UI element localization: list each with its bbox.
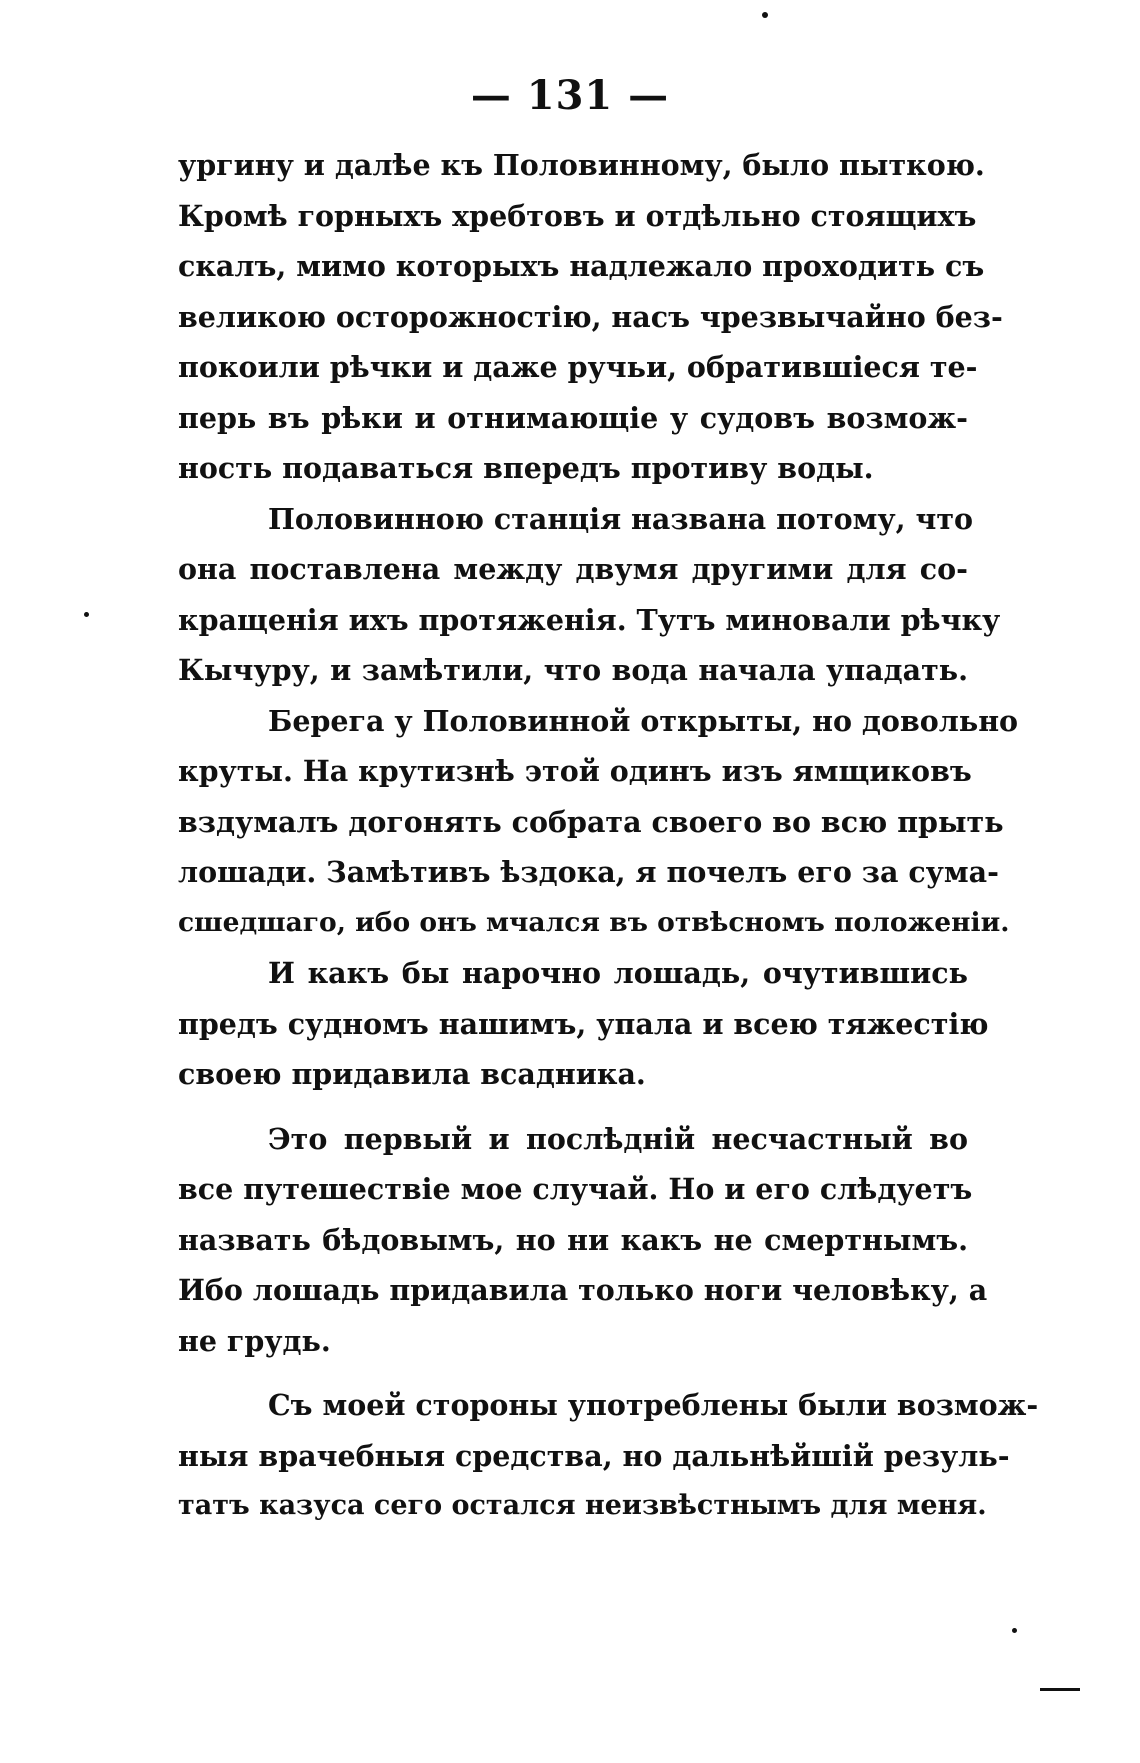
text-line: Берега у Половинной открыты, но довольно	[268, 703, 1019, 738]
text-line: татъ казуса сего остался неизвѣстнымъ для меня.	[178, 1490, 987, 1521]
scan-speck	[1012, 1628, 1017, 1633]
body-text	[178, 140, 1039, 1532]
text-line: она поставлена между двумя другими для со-	[178, 552, 968, 586]
paragraph-gap	[178, 1100, 968, 1114]
text-line: кращенія ихъ протяженія. Тутъ миновали рѣчку	[178, 602, 1001, 637]
text-line: сшедшаго, ибо онъ мчался въ отвѣсномъ положеніи.	[178, 906, 1010, 938]
text-line: вздумалъ догонять собрата своего во всю прыть	[178, 804, 1004, 839]
text-line: скалъ, мимо которыхъ надлежало проходить съ	[178, 249, 985, 283]
scan-speck	[762, 12, 768, 18]
text-line: предъ судномъ нашимъ, упала и всею тяжестію	[178, 1006, 989, 1041]
text-line: ныя врачебныя средства, но дальнѣйшій резуль-	[178, 1438, 1010, 1473]
text-line: ургину и далѣе къ Половинному, было пыткою.	[178, 148, 985, 182]
text-line: великою осторожностію, насъ чрезвычайно без-	[178, 299, 1003, 334]
scan-speck	[84, 612, 89, 617]
text-line: лошади. Замѣтивъ ѣздока, я почелъ его за сума-	[178, 855, 999, 889]
text-line: Это первый и послѣдній несчастный во	[268, 1121, 968, 1156]
text-line: назвать бѣдовымъ, но ни какъ не смертнымъ.	[178, 1222, 968, 1257]
page-number: — 131 —	[470, 72, 670, 119]
text-line: Половинною станція названа потому, что	[268, 501, 973, 536]
text-line: все путешествіе мое случай. Но и его слѣдуетъ	[178, 1172, 973, 1206]
paragraph-gap	[178, 1366, 968, 1380]
text-line: не грудь.	[178, 1323, 331, 1358]
scan-mark	[1040, 1688, 1080, 1691]
text-line: Кромѣ горныхъ хребтовъ и отдѣльно стоящихъ	[178, 198, 977, 233]
text-line: покоили рѣчки и даже ручьи, обратившіеся те-	[178, 350, 978, 384]
text-line: Ибо лошадь придавила только ноги человѣку, а	[178, 1273, 988, 1307]
text-line: перь въ рѣки и отнимающіе у судовъ возмож-	[178, 400, 968, 435]
text-line: И какъ бы нарочно лошадь, очутившись	[268, 956, 968, 990]
text-line: ность подаваться впередъ противу воды.	[178, 451, 874, 485]
text-line: своею придавила всадника.	[178, 1057, 646, 1091]
text-line: Съ моей стороны употреблены были возмож-	[268, 1388, 1039, 1422]
text-line: круты. На крутизнѣ этой одинъ изъ ямщиковъ	[178, 754, 972, 788]
text-line: Кычуру, и замѣтили, что вода начала упадать.	[178, 653, 968, 687]
